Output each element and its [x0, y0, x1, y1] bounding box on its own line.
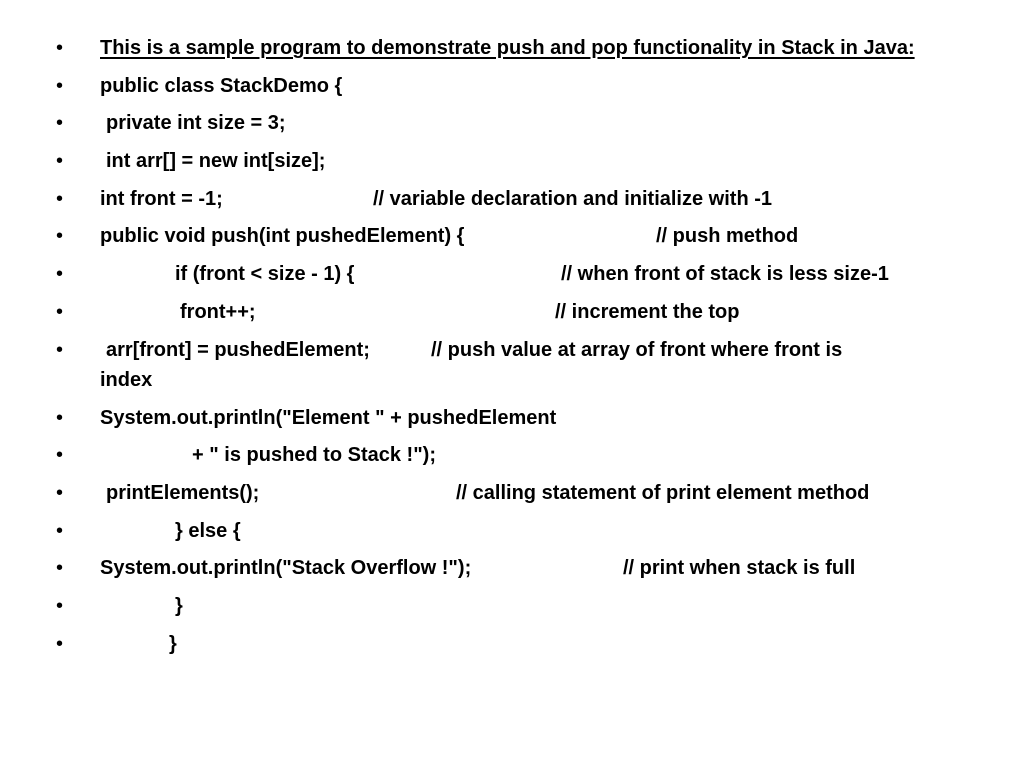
code-text: int front = -1;	[100, 187, 223, 210]
list-item-title	[56, 33, 956, 64]
code-text: private int size = 3;	[106, 112, 286, 135]
code-comment: // increment the top	[555, 300, 740, 323]
list-item	[56, 403, 956, 434]
bullet-icon: •	[56, 263, 64, 286]
list-item	[56, 335, 956, 396]
bullet-icon: •	[56, 338, 64, 361]
bullet-icon: •	[56, 482, 64, 505]
bullet-icon: •	[56, 150, 64, 173]
bullet-icon: •	[56, 225, 64, 248]
bullet-icon: •	[56, 557, 64, 580]
code-comment: // print when stack is full	[623, 557, 856, 580]
list-item	[56, 553, 956, 584]
code-comment: // variable declaration and initialize with -1	[373, 187, 772, 210]
code-text: public class StackDemo {	[100, 74, 343, 97]
bullet-icon: •	[56, 300, 64, 323]
list-item	[56, 259, 956, 290]
bullet-icon: •	[56, 444, 64, 467]
bullet-icon: •	[56, 406, 64, 429]
code-text: arr[front] = pushedElement;	[106, 338, 370, 361]
code-comment: // push value at array of front where front is	[431, 338, 843, 361]
list-item	[56, 440, 956, 471]
bullet-icon: •	[56, 187, 64, 210]
code-text: + " is pushed to Stack !");	[192, 444, 437, 467]
code-text: System.out.println("Element " + pushedElement	[100, 406, 557, 429]
list-item	[56, 221, 956, 252]
code-text: System.out.println("Stack Overflow !");	[100, 557, 472, 580]
code-comment: // calling statement of print element method	[456, 482, 870, 505]
list-item	[56, 184, 956, 215]
code-text: printElements();	[106, 482, 260, 505]
bullet-icon: •	[56, 595, 64, 618]
bullet-icon: •	[56, 519, 64, 542]
code-comment: // when front of stack is less size-1	[561, 263, 889, 286]
list-item	[56, 516, 956, 547]
bullet-icon: •	[56, 632, 64, 655]
code-bullet-list	[56, 33, 956, 667]
list-item	[56, 71, 956, 102]
list-item	[56, 478, 956, 509]
bullet-icon: •	[56, 112, 64, 135]
list-item	[56, 629, 956, 660]
code-text: public void push(int pushedElement) {	[100, 225, 465, 248]
code-comment-continuation: index	[100, 369, 153, 391]
code-text: }	[169, 632, 177, 655]
list-item	[56, 591, 956, 622]
code-comment: // push method	[656, 225, 799, 248]
code-text: }	[175, 595, 183, 618]
bullet-icon: •	[56, 37, 64, 59]
list-item	[56, 146, 956, 177]
list-item	[56, 297, 956, 328]
code-text: if (front < size - 1) {	[175, 263, 355, 286]
bullet-icon: •	[56, 74, 64, 97]
code-text: front++;	[180, 300, 256, 323]
list-item	[56, 108, 956, 139]
code-text: int arr[] = new int[size];	[106, 150, 326, 173]
slide-title: This is a sample program to demonstrate push and pop functionality in Stack in Java:	[100, 37, 915, 59]
code-text: } else {	[175, 519, 241, 542]
